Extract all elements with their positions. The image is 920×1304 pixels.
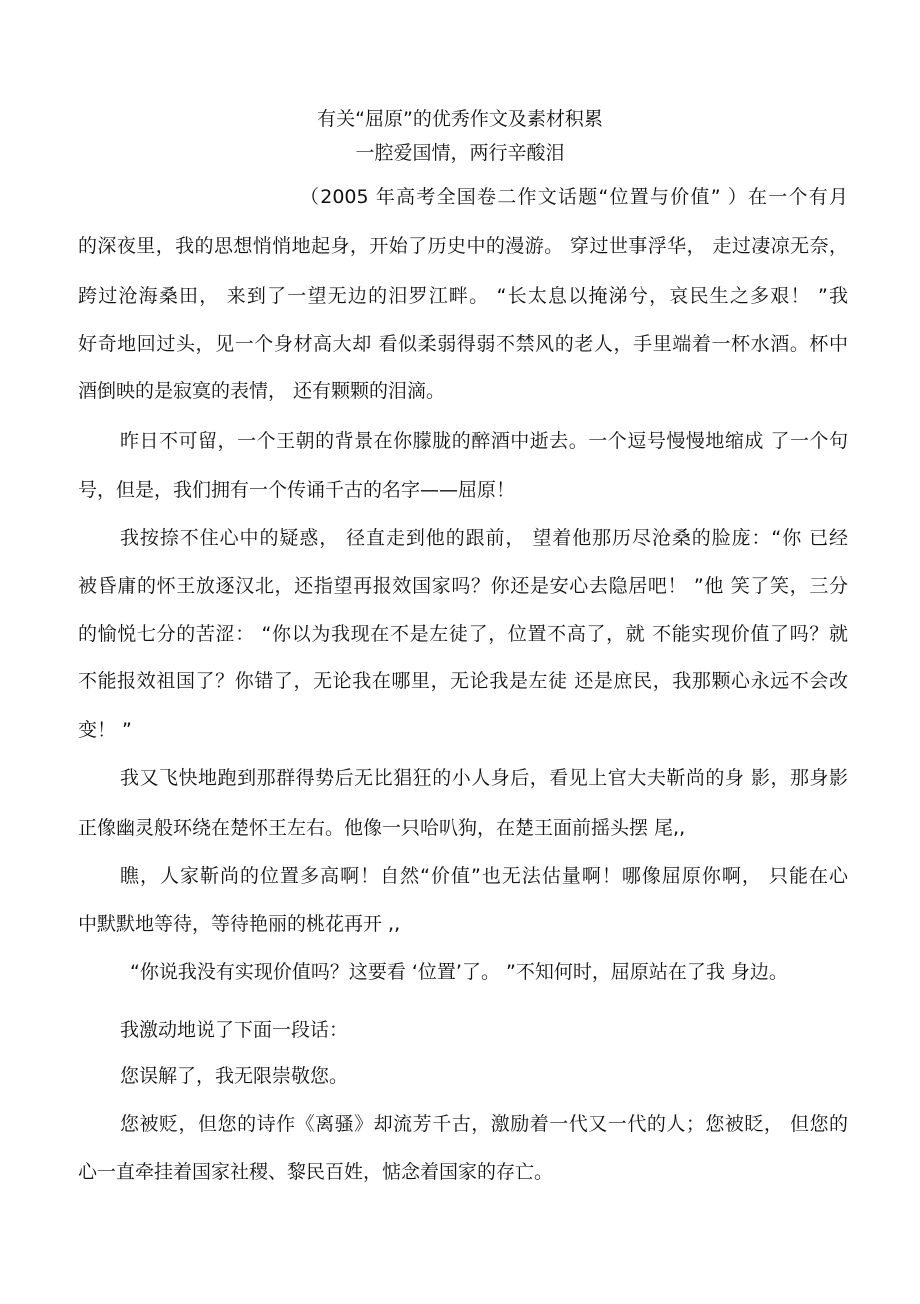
paragraph-line: （2005 年高考全国卷二作文话题“位置与价值” ）在一个有月 <box>300 186 848 208</box>
paragraph-line: 中默默地等待，等待艳丽的桃花再开 ,, <box>78 913 401 935</box>
paragraph-line: 瞧，人家靳尚的位置多高啊！自然“价值”也无法估量啊！哪像屈原你啊， 只能在心 <box>120 865 848 887</box>
paragraph-line: 您被贬，但您的诗作《离骚》却流芳千古，激励着一代又一代的人；您被眨， 但您的 <box>120 1113 848 1135</box>
paragraph-line: 您误解了，我无限崇敬您。 <box>120 1065 349 1087</box>
paragraph-line: 不能报效祖国了？你错了，无论我在哪里，无论我是左徒 还是庶民，我那颗心永远不会改 <box>78 670 848 692</box>
paragraph-line: 我按捺不住心中的疑惑， 径直走到他的跟前， 望着他那历尽沧桑的脸庞：“你 已经 <box>120 527 848 549</box>
paragraph-line: 被昏庸的怀王放逐汉北，还指望再报效国家吗？你还是安心去隐居吧！ ”他 笑了笑，三分 <box>78 575 848 597</box>
paragraph-line: 我激动地说了下面一段话： <box>120 1019 349 1041</box>
document-subtitle: 一腔爱国情，两行辛酸泪 <box>355 142 565 164</box>
paragraph-line: 的深夜里，我的思想悄悄地起身，开始了历史中的漫游。 穿过世事浮华， 走过凄凉无奈， <box>78 235 848 257</box>
paragraph-line: 心一直牵挂着国家社稷、黎民百姓，惦念着国家的存亡。 <box>78 1161 554 1183</box>
paragraph-line: 好奇地回过头，见一个身材高大却 看似柔弱得弱不禁风的老人，手里端着一杯水酒。杯中 <box>78 333 848 355</box>
paragraph-line: 酒倒映的是寂寞的表情， 还有颗颗的泪滴。 <box>78 380 446 402</box>
paragraph-line: “你说我没有实现价值吗？这要看 ‘位置’了。 ”不知何时，屈原站在了我 身边。 <box>130 961 788 983</box>
paragraph-line: 号，但是，我们拥有一个传诵千古的名字——屈原！ <box>78 479 516 501</box>
document-title: 有关“屈原”的优秀作文及素材积累 <box>317 108 603 130</box>
paragraph-line: 我又飞快地跑到那群得势后无比猖狂的小人身后，看见上官大夫靳尚的身 影，那身影 <box>120 767 848 789</box>
paragraph-line: 的愉悦七分的苦涩： “你以为我现在不是左徒了，位置不高了，就 不能实现价值了吗？就 <box>78 623 848 645</box>
paragraph-line: 昨日不可留，一个王朝的背景在你朦胧的醉酒中逝去。一个逗号慢慢地缩成 了一个句 <box>120 430 848 452</box>
paragraph-line: 跨过沧海桑田， 来到了一望无边的汨罗江畔。 “长太息以掩涕兮，哀民生之多艰！ ”我 <box>78 285 848 307</box>
paragraph-line: 变！ ” <box>78 719 132 741</box>
paragraph-line: 正像幽灵般环绕在楚怀王左右。他像一只哈叭狗，在楚王面前摇头摆 尾,, <box>78 817 686 839</box>
